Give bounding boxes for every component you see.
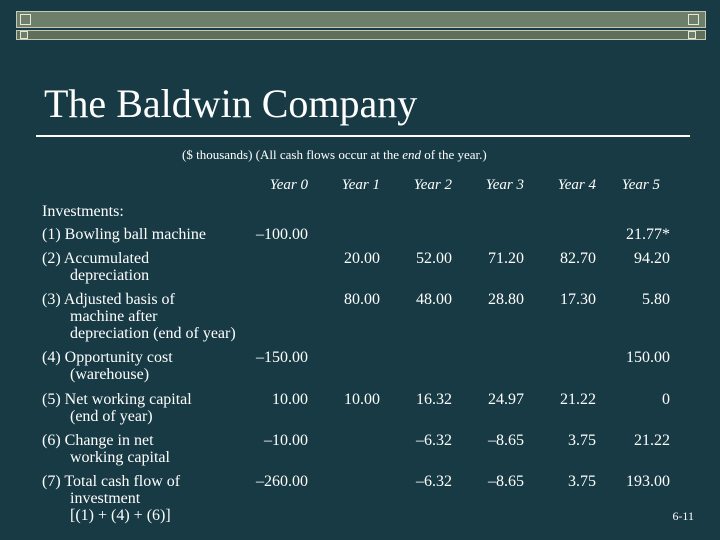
cell-value: 10.00: [344, 391, 380, 408]
cell-value: 24.97: [488, 391, 524, 408]
cell-value: 71.20: [488, 250, 524, 267]
square-bullet-icon: [20, 31, 28, 39]
cell-value: 80.00: [344, 291, 380, 308]
cell-value: 17.30: [560, 291, 596, 308]
row-label-line: working capital: [70, 449, 170, 466]
cell-value: –10.00: [264, 432, 308, 449]
section-label: Investments:: [42, 203, 124, 220]
cell-value: 48.00: [416, 291, 452, 308]
cell-value: –6.32: [416, 473, 452, 490]
square-bullet-icon: [20, 14, 31, 25]
row-label-line: depreciation (end of year): [70, 325, 236, 342]
row-label-line: (2) Accumulated: [42, 250, 150, 267]
year-header: Year 1: [341, 177, 380, 193]
row-label: [42, 291, 236, 342]
row-label-line: (warehouse): [70, 366, 150, 383]
year-header: Year 4: [557, 177, 596, 193]
page-number: 6-11: [672, 509, 694, 523]
cell-value: 3.75: [568, 473, 596, 490]
cell-value: –100.00: [256, 226, 308, 243]
cell-value: 10.00: [272, 391, 308, 408]
square-bullet-icon: [688, 14, 699, 25]
row-label: [42, 349, 173, 383]
cell-value: 21.77*: [626, 226, 670, 243]
cell-value: –8.65: [488, 432, 524, 449]
cell-value: 150.00: [626, 349, 670, 366]
row-label-line: (7) Total cash flow of: [42, 473, 181, 490]
row-label-line: machine after: [70, 308, 158, 325]
title-underline: [36, 135, 690, 137]
year-header: Year 5: [621, 177, 660, 193]
row-label: [42, 473, 180, 524]
row-label-line: (4) Opportunity cost: [42, 349, 173, 366]
cell-value: 193.00: [626, 473, 670, 490]
row-label: [42, 432, 170, 466]
year-header: Year 3: [485, 177, 524, 193]
cell-value: –150.00: [256, 349, 308, 366]
row-label: [42, 250, 149, 284]
top-bar-strip: [16, 11, 706, 28]
cell-value: 52.00: [416, 250, 452, 267]
cell-value: 16.32: [416, 391, 452, 408]
cell-value: –260.00: [256, 473, 308, 490]
row-label-line: [(1) + (4) + (6)]: [70, 507, 171, 524]
row-label-line: (6) Change in net: [42, 432, 154, 449]
top-bar-strip-lower: [16, 30, 706, 40]
slide-subtitle: ($ thousands) (All cash flows occur at the end of the year.): [182, 147, 487, 162]
cell-value: 0: [662, 391, 670, 408]
cell-value: –8.65: [488, 473, 524, 490]
slide-title: The Baldwin Company: [44, 81, 418, 126]
cell-value: 94.20: [634, 250, 670, 267]
square-bullet-icon: [688, 31, 696, 39]
row-label-line: (5) Net working capital: [42, 391, 192, 408]
row-label-line: investment: [70, 490, 141, 507]
cell-value: 3.75: [568, 432, 596, 449]
row-label-line: (end of year): [70, 408, 153, 425]
cell-value: 82.70: [560, 250, 596, 267]
cell-value: 21.22: [560, 391, 596, 408]
row-label-line: (3) Adjusted basis of: [42, 291, 175, 308]
cell-value: 5.80: [642, 291, 670, 308]
row-label: [42, 226, 206, 243]
cell-value: 20.00: [344, 250, 380, 267]
year-header: Year 2: [413, 177, 452, 193]
cell-value: 28.80: [488, 291, 524, 308]
decorative-top-bar: [16, 11, 706, 39]
cell-value: –6.32: [416, 432, 452, 449]
row-label-line: (1) Bowling ball machine: [42, 226, 206, 243]
cell-value: 21.22: [634, 432, 670, 449]
year-header: Year 0: [269, 177, 308, 193]
row-label: [42, 391, 192, 425]
row-label-line: depreciation: [70, 267, 150, 284]
